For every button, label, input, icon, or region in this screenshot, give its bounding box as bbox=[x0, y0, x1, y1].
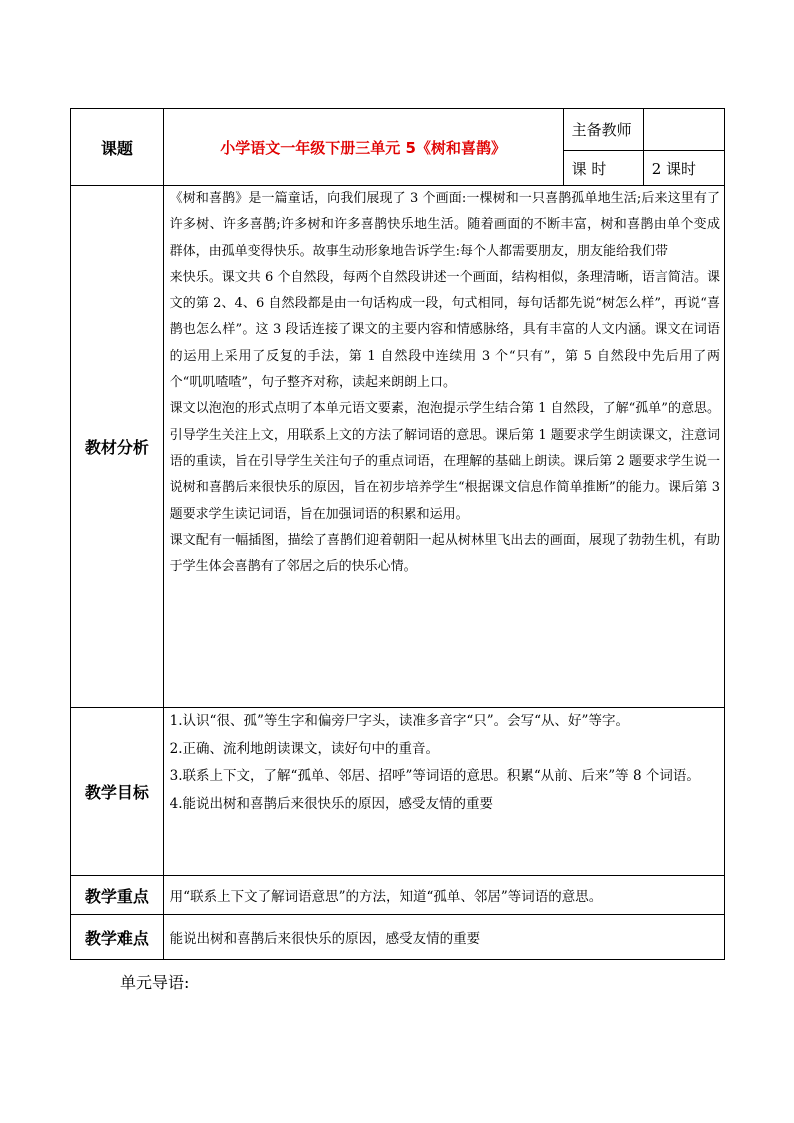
analysis-paragraph: 课文以泡泡的形式点明了本单元语文要素，泡泡提示学生结合第 1 自然段，了解“孤单”的意思。引导学生关注上文，用联系上文的方法了解词语的意思。课后第 1 题要求学生朗读课文，注意词语的重读，旨在引导学生关注句子的重点词语，在理解的基础上朗读。课后第 2 题要求学生说一说树和喜鹊后来很快乐的原因，旨在初步培养学生“根据课文信息作简单推断”的能力。课后第 3 题要求学生读记词语，旨在加强词语的积累和运用。 bbox=[169, 401, 720, 522]
goal-item: 4.能说出树和喜鹊后来很快乐的原因，感受友情的重要 bbox=[169, 795, 494, 812]
goal-item: 1.认识“很、孤”等生字和偏旁尸字头，读准多音字“只”。会写“从、好”等字。 bbox=[169, 713, 629, 729]
teacher-value bbox=[643, 109, 724, 151]
analysis-content bbox=[163, 186, 724, 708]
teacher-label: 主备教师 bbox=[563, 109, 643, 151]
analysis-label: 教材分析 bbox=[71, 186, 164, 708]
goals-label: 教学目标 bbox=[71, 708, 164, 876]
difficult-points-label: 教学难点 bbox=[71, 915, 164, 960]
analysis-paragraph: 课文配有一幅插图，描绘了喜鹊们迎着朝阳一起从树林里飞出去的画面，展现了勃勃生机，有助于学生体会喜鹊有了邻居之后的快乐心情。 bbox=[169, 532, 720, 575]
goal-item: 2.正确、流利地朗读课文，读好句中的重音。 bbox=[169, 740, 440, 757]
goals-content bbox=[163, 708, 724, 876]
period-label: 课 时 bbox=[563, 151, 643, 186]
period-value: 2 课时 bbox=[643, 151, 724, 186]
lesson-title: 小学语文一年级下册三单元 5《树和喜鹊》 bbox=[163, 109, 563, 186]
key-points-label: 教学重点 bbox=[71, 876, 164, 915]
analysis-paragraph: 来快乐。课文共 6 个自然段，每两个自然段讲述一个画面，结构相似，条理清晰，语言简洁。课文的第 2、4、6 自然段都是由一句话构成一段，句式相同，每句话都先说“树怎么样”，再说“喜鹊也怎么样”。这 3 段话连接了课文的主要内容和情感脉络，具有丰富的人文内涵。课文在词语的运用上采用了反复的手法，第 1 自然段中连续用 3 个“只有”，第 5 自然段中先后用了两个“叽叽喳喳”，句子整齐对称，读起来朗朗上口。 bbox=[169, 269, 720, 391]
unit-intro-heading: 单元导语: bbox=[120, 973, 190, 992]
difficult-points-text: 能说出树和喜鹊后来很快乐的原因，感受友情的重要 bbox=[163, 915, 724, 960]
analysis-paragraph: 《树和喜鹊》是一篇童话，向我们展现了 3 个画面:一棵树和一只喜鹊孤单地生活;后来这里有了许多树、许多喜鹊;许多树和许多喜鹊快乐地生活。随着画面的不断丰富，树和喜鹊由单个变成群体，由孤单变得快乐。故事生动形象地告诉学生:每个人都需要朋友，朋友能给我们带 bbox=[169, 191, 720, 259]
key-points-text: 用“联系上下文了解词语意思”的方法，知道“孤单、邻居”等词语的意思。 bbox=[163, 876, 724, 915]
lesson-plan-table bbox=[70, 108, 725, 960]
goal-item: 3.联系上下文，了解“孤单、邻居、招呼”等词语的意思。积累“从前、后来”等 8 个词语。 bbox=[169, 768, 700, 784]
topic-label: 课题 bbox=[71, 109, 164, 186]
